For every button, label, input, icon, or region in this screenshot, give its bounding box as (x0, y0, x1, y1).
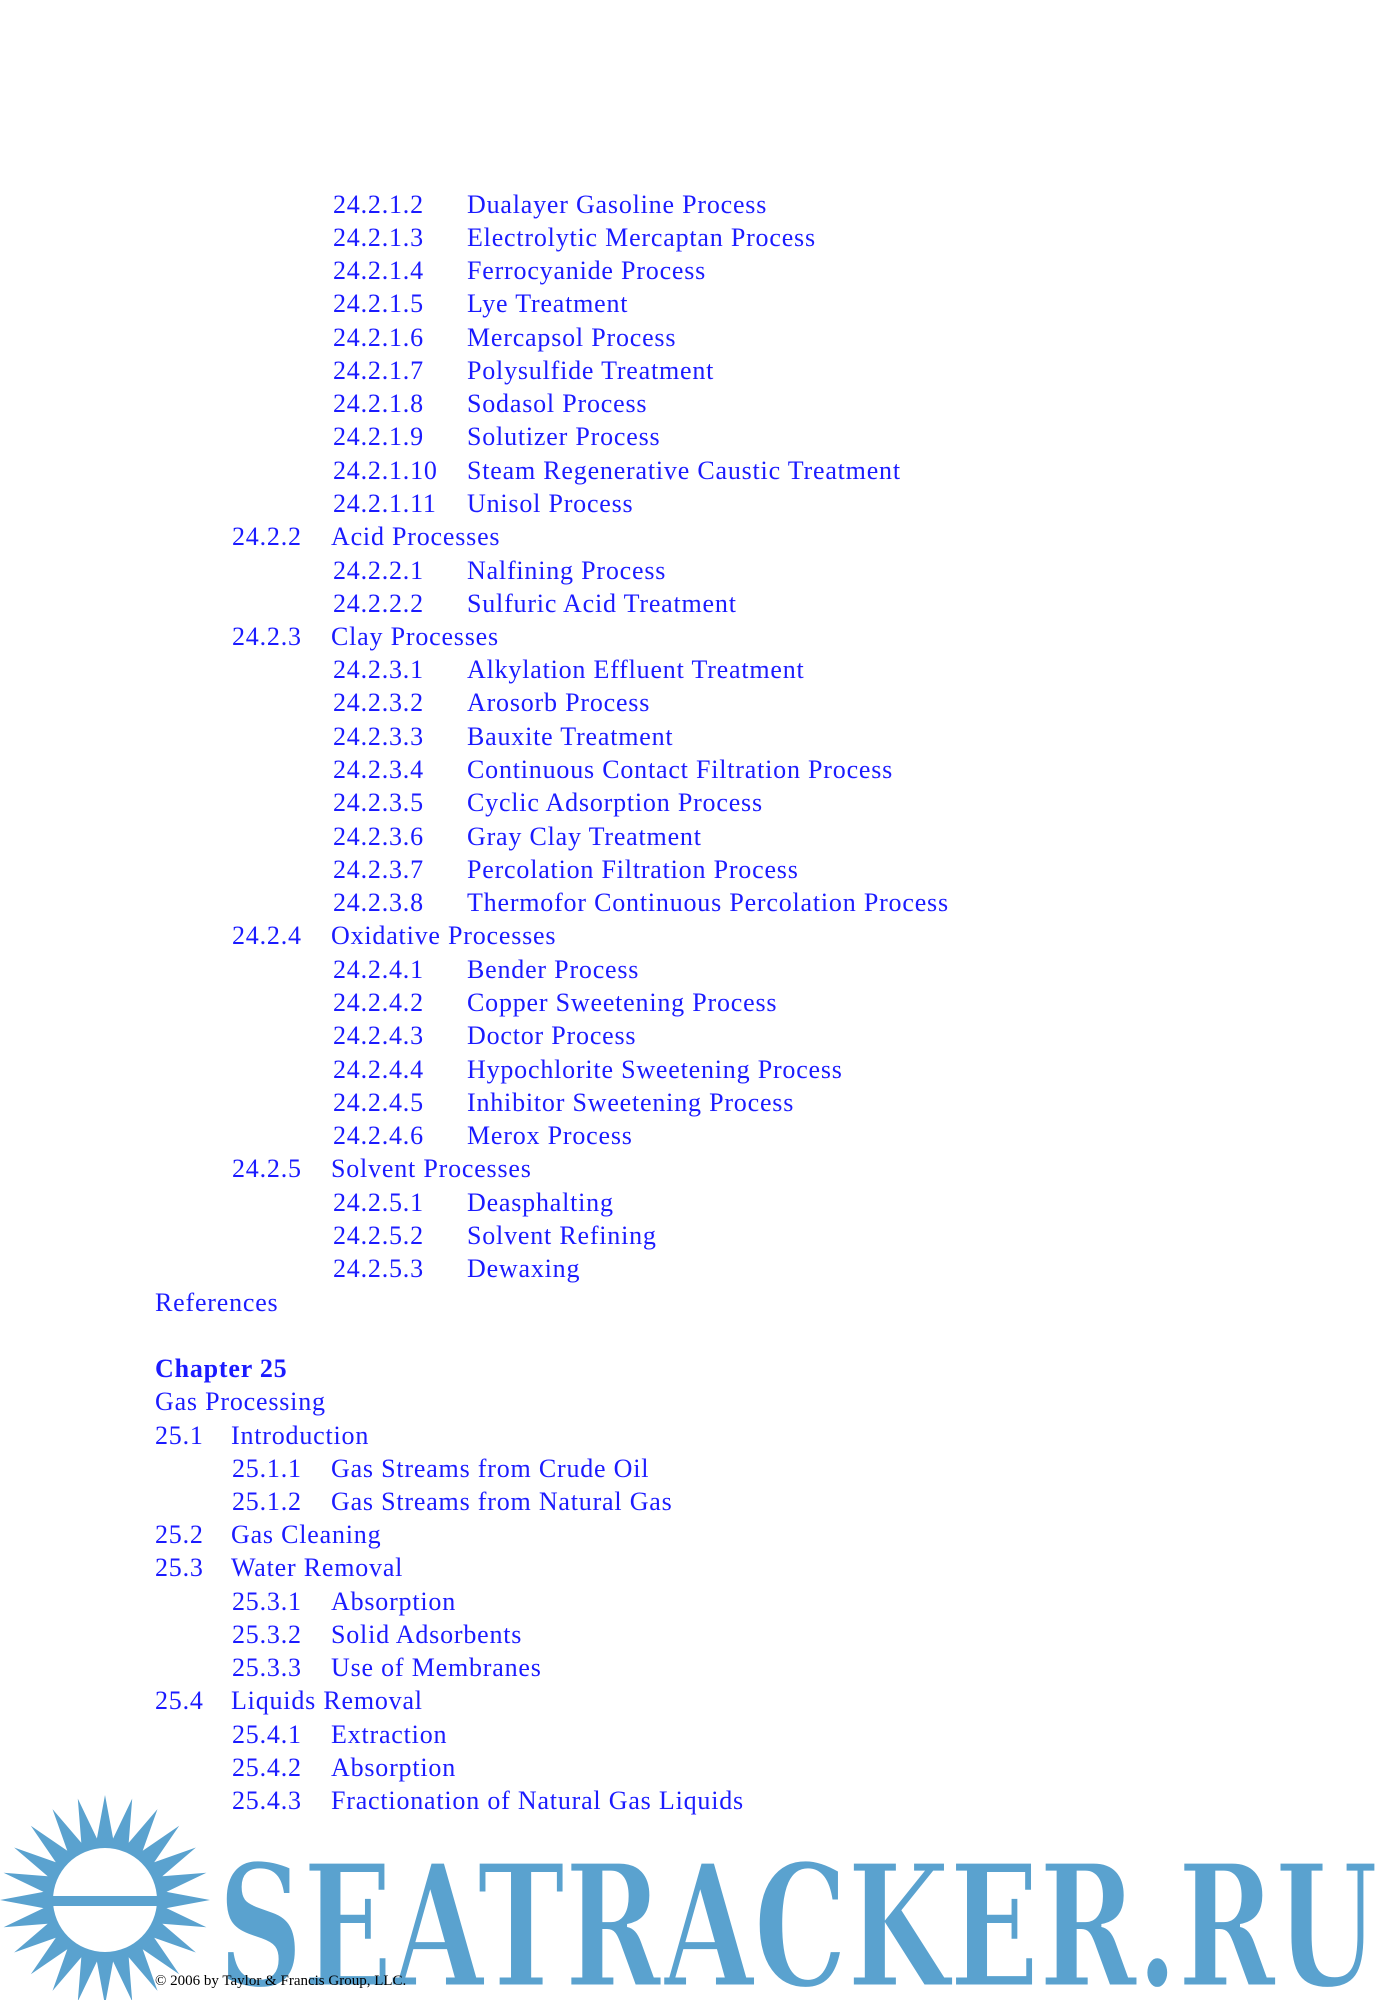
toc-title: Fractionation of Natural Gas Liquids (331, 1786, 744, 1815)
toc-number: 24.2.1.10 (333, 456, 438, 485)
toc-number: 24.2.5.2 (333, 1221, 424, 1250)
toc-number: 24.2.3.5 (333, 788, 424, 817)
toc-number: 24.2.1.9 (333, 422, 424, 451)
toc-title: Liquids Removal (231, 1686, 423, 1715)
toc-title: Introduction (231, 1421, 370, 1450)
toc-number: 24.2.1.6 (333, 323, 424, 352)
toc-title: Solid Adsorbents (331, 1620, 523, 1649)
toc-number: 25.3.3 (232, 1653, 302, 1682)
toc-title: Bender Process (467, 955, 640, 984)
toc-title: Thermofor Continuous Percolation Process (467, 888, 949, 917)
toc-entry-references[interactable]: References (155, 1288, 279, 1317)
toc-number: 25.1.2 (232, 1487, 302, 1516)
toc-title: Sodasol Process (467, 389, 648, 418)
watermark-text: SEATRACKER.RU (218, 1827, 1378, 2000)
toc-number: 24.2.3.3 (333, 722, 424, 751)
toc-number: 24.2.2.2 (333, 589, 424, 618)
toc-number: 24.2.1.5 (333, 289, 424, 318)
watermark (0, 1790, 1400, 2000)
toc-number: 25.4 (155, 1686, 204, 1715)
toc-title: Mercapsol Process (467, 323, 677, 352)
toc-number: 25.1.1 (232, 1454, 302, 1483)
toc-title: Copper Sweetening Process (467, 988, 778, 1017)
sun-logo-icon (0, 1795, 210, 2000)
toc-title: Clay Processes (331, 622, 499, 651)
toc-title: Arosorb Process (467, 688, 651, 717)
toc-title: Oxidative Processes (331, 921, 557, 950)
toc-title: Percolation Filtration Process (467, 855, 799, 884)
toc-title: Solvent Processes (331, 1154, 532, 1183)
toc-title: Dewaxing (467, 1254, 581, 1283)
toc-number: 24.2.4.4 (333, 1055, 424, 1084)
toc-title: Use of Membranes (331, 1653, 542, 1682)
toc-number: 24.2.4.1 (333, 955, 424, 984)
toc-number: 24.2.3.2 (333, 688, 424, 717)
toc-number: 25.3.2 (232, 1620, 302, 1649)
toc-title: Electrolytic Mercaptan Process (467, 223, 816, 252)
toc-title: Gray Clay Treatment (467, 822, 702, 851)
toc-number: 24.2.1.3 (333, 223, 424, 252)
toc-title: Dualayer Gasoline Process (467, 190, 768, 219)
chapter-label[interactable]: Chapter 25 (155, 1354, 288, 1383)
toc-number: 24.2.1.8 (333, 389, 424, 418)
toc-title: Merox Process (467, 1121, 633, 1150)
toc-number: 25.2 (155, 1520, 204, 1549)
toc-title: Gas Cleaning (231, 1520, 382, 1549)
toc-number: 25.4.3 (232, 1786, 302, 1815)
toc-number: 25.3 (155, 1553, 204, 1582)
toc-title: Gas Streams from Natural Gas (331, 1487, 673, 1516)
toc-title: Bauxite Treatment (467, 722, 674, 751)
toc-number: 24.2.3.4 (333, 755, 424, 784)
toc-title: Absorption (331, 1587, 456, 1616)
toc-title: Continuous Contact Filtration Process (467, 755, 894, 784)
toc-number: 24.2.1.4 (333, 256, 424, 285)
toc-number: 24.2.1.11 (333, 489, 437, 518)
toc-number: 25.4.1 (232, 1720, 302, 1749)
toc-number: 24.2.3.8 (333, 888, 424, 917)
toc-title: Polysulfide Treatment (467, 356, 715, 385)
toc-number: 24.2.2.1 (333, 556, 424, 585)
toc-number: 24.2.3.6 (333, 822, 424, 851)
toc-number: 25.3.1 (232, 1587, 302, 1616)
toc-title: Inhibitor Sweetening Process (467, 1088, 795, 1117)
toc-title: Solutizer Process (467, 422, 661, 451)
toc-number: 24.2.5.3 (333, 1254, 424, 1283)
toc-number: 24.2.2 (232, 522, 302, 551)
toc-title: Alkylation Effluent Treatment (467, 655, 805, 684)
toc-title: Nalfining Process (467, 556, 667, 585)
toc-number: 24.2.3.7 (333, 855, 424, 884)
toc-number: 24.2.4 (232, 921, 302, 950)
toc-number: 24.2.4.5 (333, 1088, 424, 1117)
toc-number: 24.2.5.1 (333, 1188, 424, 1217)
toc-title: Lye Treatment (467, 289, 629, 318)
chapter-title[interactable]: Gas Processing (155, 1387, 326, 1416)
toc-title: Ferrocyanide Process (467, 256, 707, 285)
toc-number: 24.2.1.2 (333, 190, 424, 219)
toc-title: Acid Processes (331, 522, 501, 551)
toc-number: 24.2.4.6 (333, 1121, 424, 1150)
toc-title: Unisol Process (467, 489, 634, 518)
copyright-footer: © 2006 by Taylor & Francis Group, LLC. (155, 1973, 407, 1989)
toc-number: 24.2.4.3 (333, 1021, 424, 1050)
toc-title: Gas Streams from Crude Oil (331, 1454, 650, 1483)
toc-title: Cyclic Adsorption Process (467, 788, 763, 817)
toc-title: Solvent Refining (467, 1221, 657, 1250)
toc-title: Steam Regenerative Caustic Treatment (467, 456, 901, 485)
toc-number: 24.2.4.2 (333, 988, 424, 1017)
toc-title: Deasphalting (467, 1188, 614, 1217)
toc-title: Water Removal (231, 1553, 404, 1582)
toc-number: 25.1 (155, 1421, 204, 1450)
toc-number: 24.2.1.7 (333, 356, 424, 385)
toc-number: 24.2.3 (232, 622, 302, 651)
toc-title: Doctor Process (467, 1021, 637, 1050)
toc-number: 24.2.3.1 (333, 655, 424, 684)
toc-number: 25.4.2 (232, 1753, 302, 1782)
toc-title: Extraction (331, 1720, 448, 1749)
toc-title: Absorption (331, 1753, 456, 1782)
toc-title: Sulfuric Acid Treatment (467, 589, 737, 618)
toc-number: 24.2.5 (232, 1154, 302, 1183)
toc-title: Hypochlorite Sweetening Process (467, 1055, 843, 1084)
